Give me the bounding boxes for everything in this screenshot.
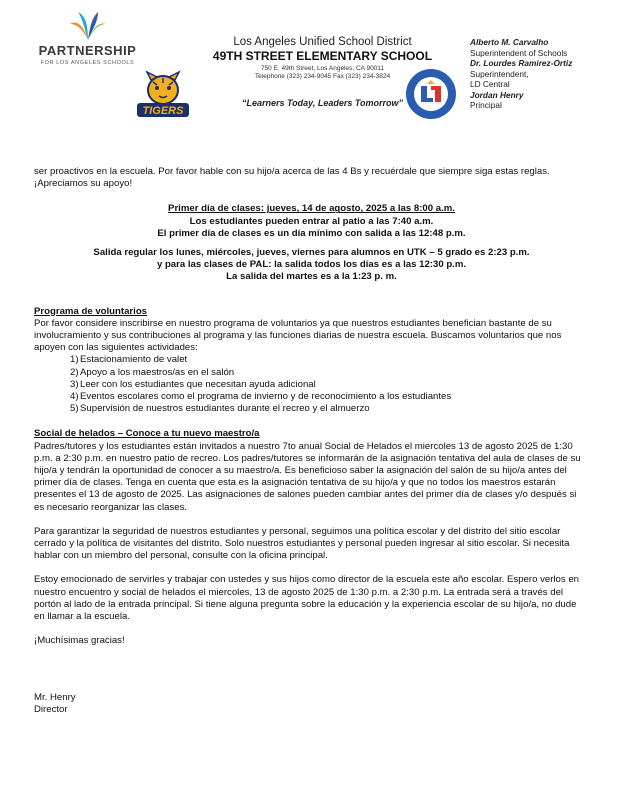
admin-name: Jordan Henry <box>470 89 524 100</box>
tuesday-dismissal: La salida del martes es a la 1:23 p. m. <box>226 271 397 283</box>
first-day-entry-time: Los estudiantes pueden entrar al patio a las 7:40 a.m. <box>189 215 434 227</box>
first-day-minimum: El primer día de clases es un día mínimo con salida a las 12:48 p.m. <box>157 227 466 239</box>
regular-dismissal: Salida regular los lunes, miércoles, jueves, viernes para alumnos en UTK – 5 grado es 2:23 p.m. <box>93 247 530 259</box>
volunteers-paragraph: Por favor considere inscribirse en nuestro programa de voluntarios ya que nuestros estudiantes benefician bastante de su involucramiento y sus contribuciones al programa y las funciones diarias de nuestra escuela. Buscamos voluntarios que nos apoyen con las siguientes actividades: <box>34 317 562 354</box>
list-item: 3) Leer con los estudiantes que necesitan ayuda adicional <box>70 378 316 390</box>
signature-name: Mr. Henry <box>34 691 76 703</box>
school-name: 49TH STREET ELEMENTARY SCHOOL <box>212 49 433 63</box>
community-circle-logo <box>405 68 457 120</box>
letterhead <box>0 0 617 130</box>
partnership-wordmark: PARTNERSHIP <box>38 43 137 58</box>
list-item: 5) Supervisión de nuestros estudiantes durante el recreo y el almuerzo <box>70 403 370 415</box>
social-paragraph: Padres/tutores y los estudiantes están invitados a nuestro 7to anual Social de Helados el miercoles 13 de agosto 2025 de 1:30 p.m. a 2:30 p.m. en nuestro patio de recreo. Los padres/tutores se informarán de la asignación tentativa del aula de clases de su hijo/a y tendrán la oportunidad de conocer a su maestro/a. Es beneficioso saber la asignación del salón de su hijo/a antes del primer día de clases. Tenga en cuenta que esta es la asignación tentativa de su hijo/a y que no todos los maestros estarán presentes el 13 de agosto de 2025. Las asignaciones de salones pueden cambiar antes del primer día de clases y/o después si es necesario reorganizar las clases. <box>34 440 581 513</box>
school-telephone: Telephone (323) 234-9045 Fax (323) 234-3824 <box>254 73 391 80</box>
list-item: 1) Estacionamiento de valet <box>70 354 188 366</box>
school-address: 750 E. 49th Street, Los Angeles, CA 90011 <box>260 65 385 72</box>
signature-title: Director <box>34 703 68 715</box>
pal-dismissal: y para las clases de PAL: la salida todos los días es a las 12:30 p.m. <box>156 259 467 271</box>
intro-paragraph: ser proactivos en la escuela. Por favor hable con su hijo/a acerca de las 4 Bs y recuérdale que siempre siga estas reglas. ¡Apreciamos su apoyo! <box>34 166 550 190</box>
volunteers-heading: Programa de voluntarios <box>34 305 148 317</box>
tigers-text: TIGERS <box>142 105 184 117</box>
admin-title: Superintendent, <box>470 68 529 79</box>
admin-title: LD Central <box>470 79 510 89</box>
first-day-title: Primer día de clases: jueves, 14 de agosto, 2025 a las 8:00 a.m. <box>168 203 455 215</box>
list-item: 4) Eventos escolares como el programa de invierno y de reconocimiento a los estudiantes <box>70 391 452 403</box>
list-item: 2) Apoyo a los maestros/as en el salón <box>70 366 235 378</box>
admin-name: Dr. Lourdes Ramirez-Ortiz <box>470 58 573 68</box>
closing-paragraph: Estoy emocionado de servirles y trabajar con ustedes y sus hijos como director de la escuela este año escolar. Espero verlos en nuestro encuentro y social de helados el miercoles, 13 de agosto 2025 de 1:30 p.m. a 2:30 p.m. La entrada será a través del portón al lado de la entrada principal. Si tiene alguna pregunta sobre la educación y la experiencia escolar de su hijo/a, no dude en llamar a la escuela. <box>34 574 579 623</box>
school-motto: “Learners Today, Leaders Tomorrow” <box>241 98 404 108</box>
letter-body <box>34 166 589 716</box>
safety-paragraph: Para garantizar la seguridad de nuestros estudiantes y personal, seguimos una política escolar y del distrito del sitio escolar cerrado y la política de visitantes del distrito. Solo nuestros estudiantes y personal pueden ingresar al sitio escolar. Si necesita hablar con un miembro del personal, consulte con la oficina principal. <box>34 525 570 562</box>
admin-title: Superintendent of Schools <box>470 47 568 58</box>
partnership-subtitle: FOR LOS ANGELES SCHOOLS <box>40 60 135 66</box>
tigers-mascot-logo <box>135 70 191 120</box>
volunteer-activities-list <box>34 354 589 415</box>
district-name: Los Angeles Unified School District <box>233 36 412 48</box>
admin-title: Principal <box>470 100 502 110</box>
thanks-line: ¡Muchísimas gracias! <box>34 635 125 647</box>
partnership-logo <box>30 10 145 70</box>
partnership-swoosh-icon <box>68 10 108 42</box>
social-heading: Social de helados – Conoce a tu nuevo maestro/a <box>34 428 260 440</box>
administration-list <box>470 37 610 111</box>
admin-name: Alberto M. Carvalho <box>470 37 549 47</box>
first-day-block <box>34 203 589 283</box>
